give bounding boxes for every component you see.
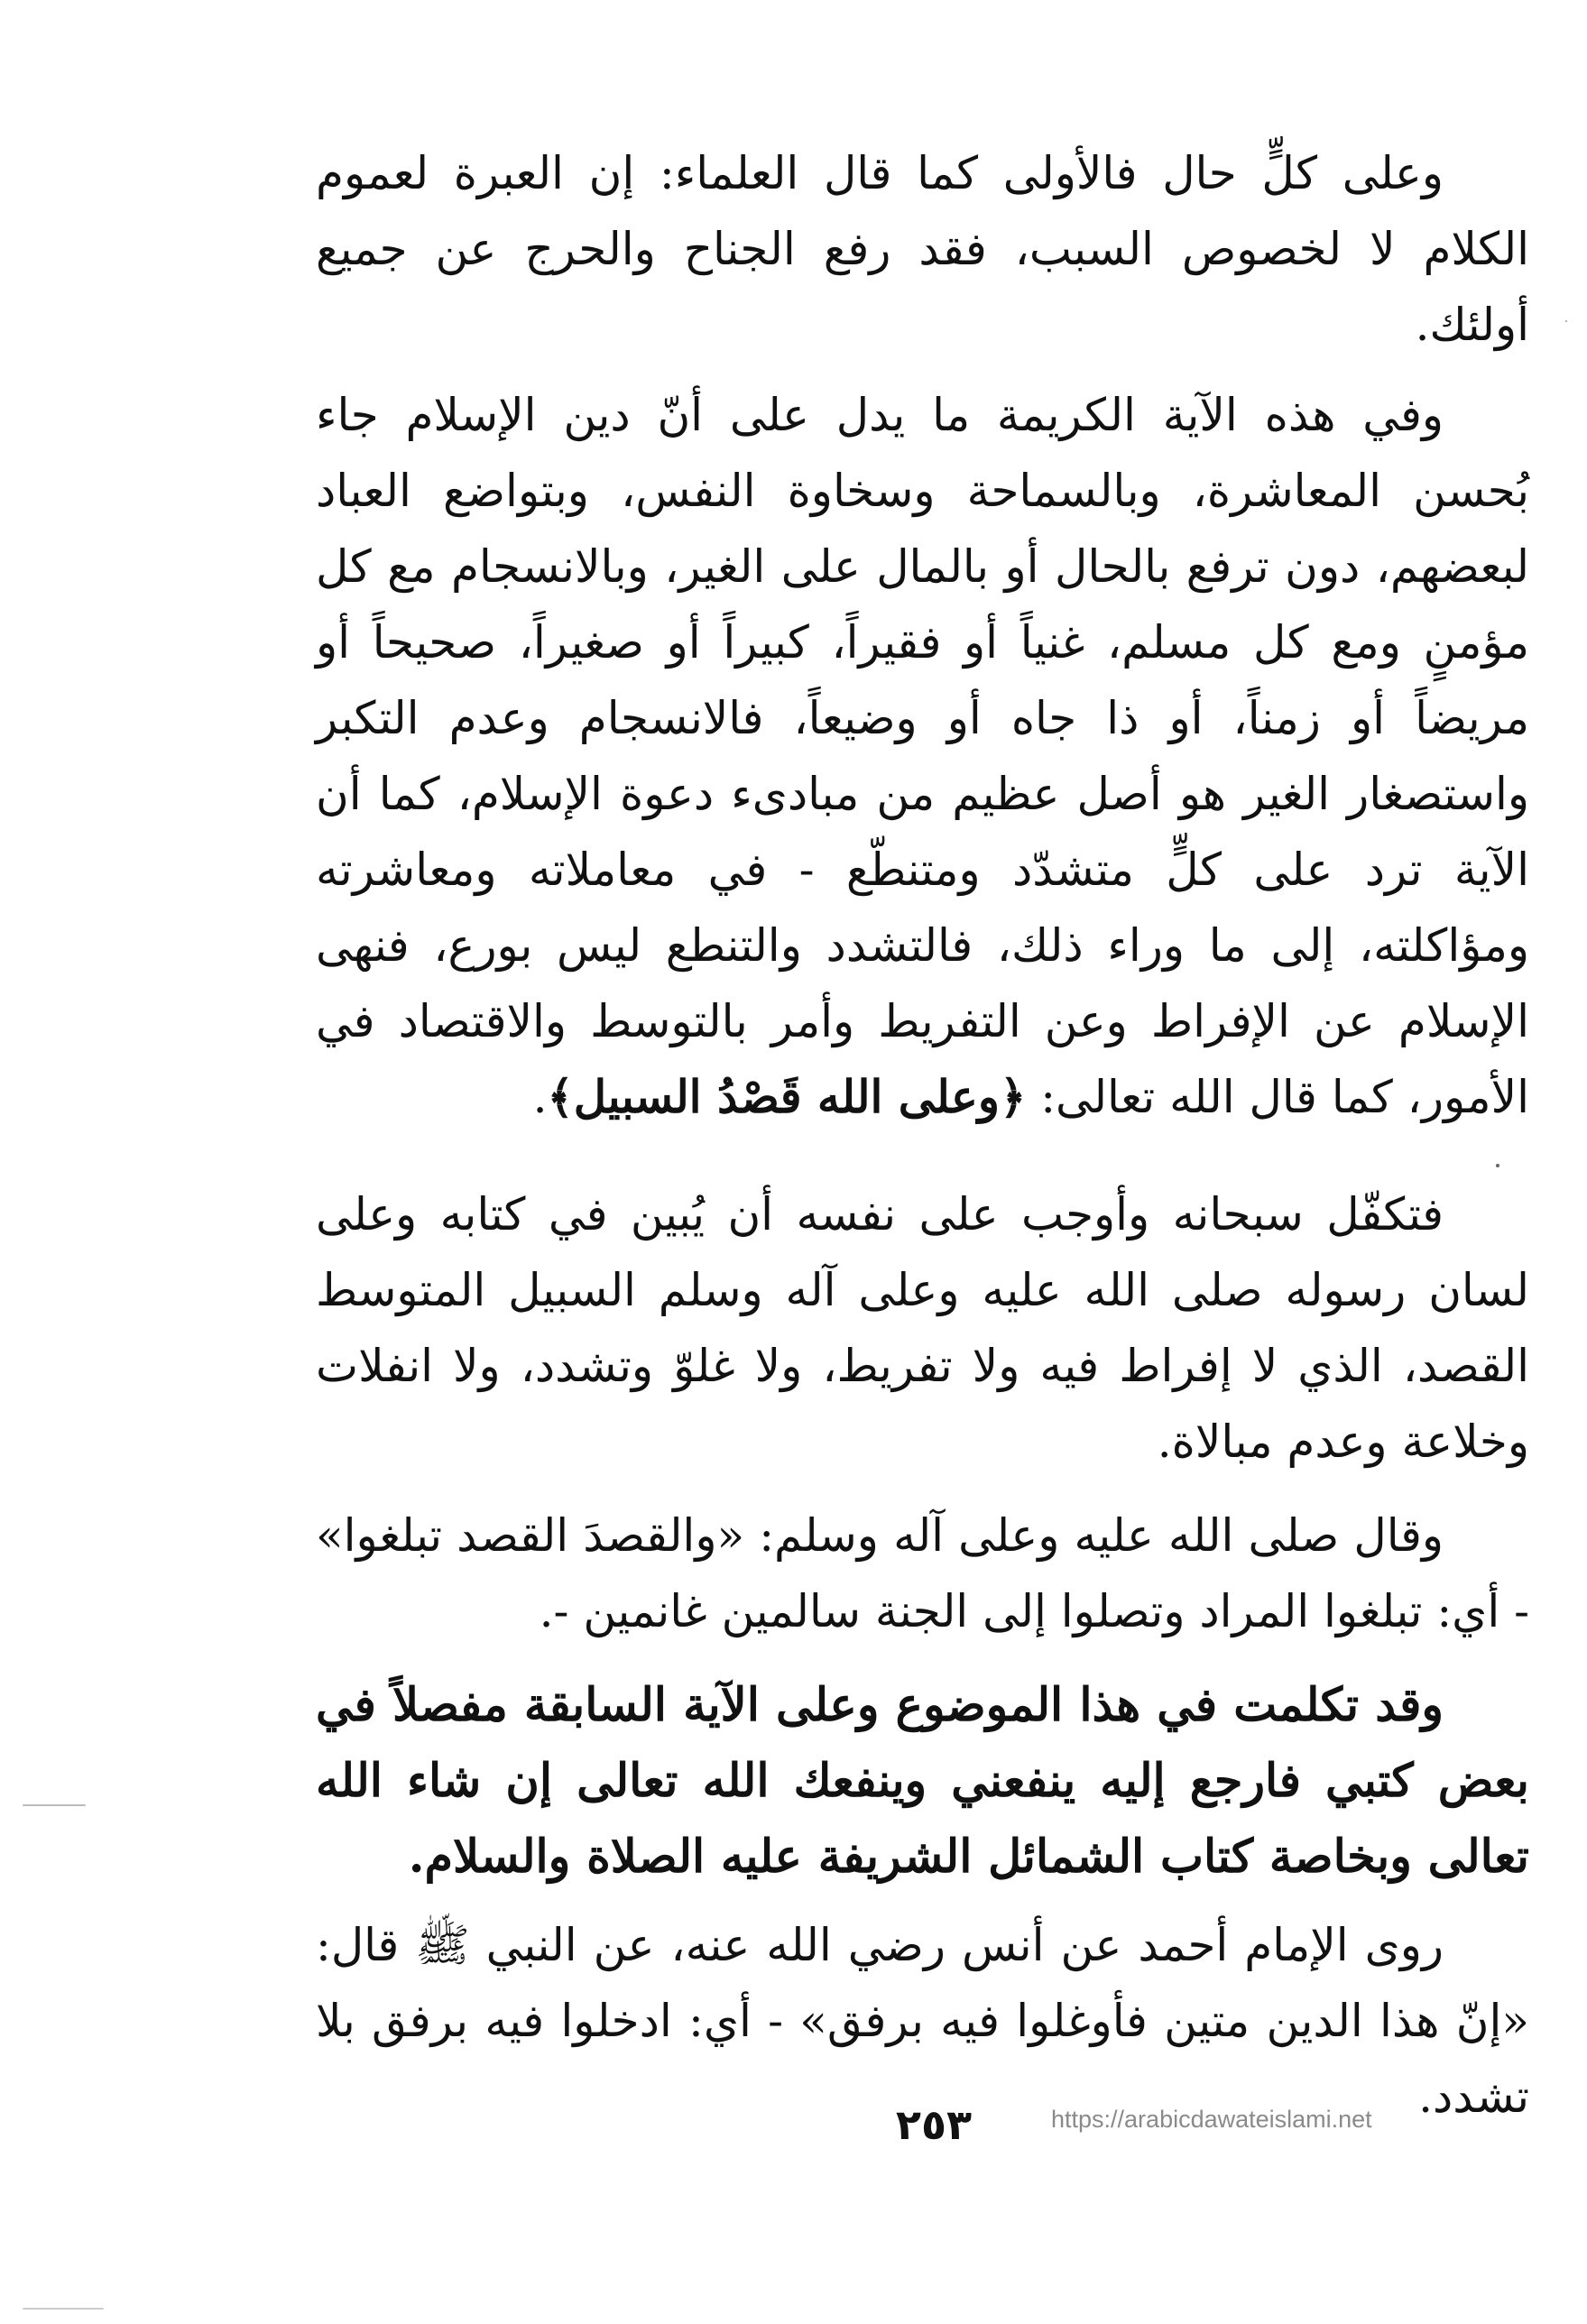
paragraph-2-text: وفي هذه الآية الكريمة ما يدل على أنّ دين الإسلام جاء بُحسن المعاشرة، وبالسماحة وسخاوة النفس، وبتواضع العباد لبعضهم، دون ترفع بالحال أو بالمال على الغير، وبالانسجام مع كل مؤمنٍ ومع كل مسلم، غنياً أو فقيراً، كبيراً أو صغيراً، صحيحاً أو مريضاً أو زمناً، أو ذا جاه أو وضيعاً، فالانسجام وعدم التكبر واستصغار الغير هو أصل عظيم من مبادىء دعوة الإسلام، كما أن الآية ترد على كلٍّ متشدّد ومتنطّع - في معاملاته ومعاشرته ومؤاكلته، إلى ما وراء ذلك، فالتشدد والتنطع ليس بورع، فنهى الإسلام عن الإفراط وعن التفريط وأمر بالتوسط والاقتصاد في الأمور، كما قال الله تعالى: [316,389,1529,1123]
watermark-url: https://arabicdawateislami.net [1051,2106,1372,2133]
paragraph-2-end: . [532,1071,548,1123]
paragraph-4-text: وقال صلى الله عليه وعلى آله وسلم: «والقصدَ القصد تبلغوا» - أي: تبلغوا المراد وتصلوا إلى الجنة سالمين غانمين -. [316,1509,1529,1637]
paragraph-5-bold [316,1667,1529,1895]
paragraph-3-text: فتكفّل سبحانه وأوجب على نفسه أن يُبين في كتابه وعلى لسان رسوله صلى الله عليه وعلى آله وسلم السبيل المتوسط القصد، الذي لا إفراط فيه ولا تفريط، ولا غلوّ وتشدد، ولا انفلات وخلاعة وعدم مبالاة. [316,1188,1529,1468]
paragraph-3 [316,1176,1529,1480]
paragraph-4 [316,1498,1529,1649]
scan-speck [1565,320,1567,322]
paragraph-2 [316,377,1529,1135]
quran-verse: ﴿وعلى الله قَصْدُ السبيل﴾ [547,1070,1027,1123]
scan-mark [23,1804,86,1806]
scan-speck [1496,1164,1499,1167]
paragraph-1-text: وعلى كلٍّ حال فالأولى كما قال العلماء: إن العبرة لعموم الكلام لا لخصوص السبب، فقد رفع الجناح والحرج عن جميع أولئك. [316,147,1529,351]
paragraph-6-text: روى الإمام أحمد عن أنس رضي الله عنه، عن النبي ﷺ قال: «إنّ هذا الدين متين فأوغلوا فيه برفق» - أي: ادخلوا فيه برفق بلا تشدد. [316,1919,1529,2123]
page-number: ٢٥٣ [895,2100,973,2149]
scan-mark [23,2308,104,2310]
paragraph-1 [316,135,1529,363]
paragraph-5-text: وقد تكلمت في هذا الموضوع وعلى الآية السابقة مفصلاً في بعض كتبي فارجع إليه ينفعني وينفعك الله تعالى إن شاء الله تعالى وبخاصة كتاب الشمائل الشريفة عليه الصلاة والسلام. [316,1678,1529,1884]
